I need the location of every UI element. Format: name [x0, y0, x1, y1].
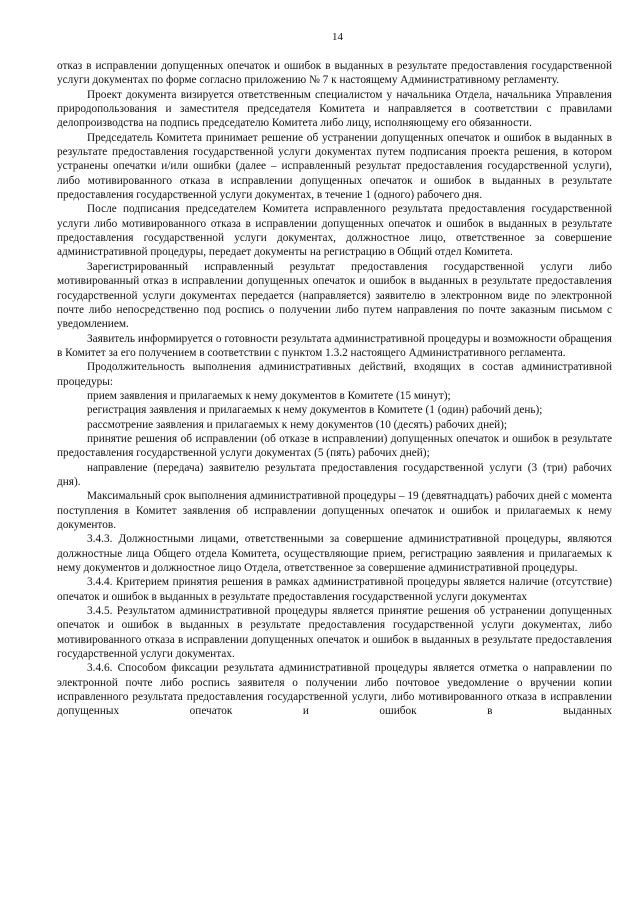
- paragraph-6: Заявитель информируется о готовности результата административной процедуры и возможности обращения в Комитет за его получением в соответствии с пунктом 1.3.2 настоящего Административного регламента.: [57, 332, 612, 359]
- list-item-2: регистрация заявления и прилагаемых к нему документов в Комитете (1 (один) рабочий день);: [87, 404, 543, 417]
- list-item-4: принятие решения об исправлении (об отказе в исправлении) допущенных опечаток и ошибок в результате предоставления государственной услуги документах (5 (пять) рабочих дней);: [57, 432, 612, 460]
- paragraph-3: Председатель Комитета принимает решение об устранении допущенных опечаток и ошибок в выданных в результате предоставления государственной услуги документах путем подписания проекта решения, в котором устранены опечатки и/или ошибки (далее – исправленный результат предоставления государственной услуги), либо мотивированного отказа в исправлении допущенных опечаток и ошибок в выданных в результате предоставления государственной услуги документах, в течение 1 (одного) рабочего дня.: [57, 131, 612, 202]
- paragraph-5: Зарегистрированный исправленный результат предоставления государственной услуги либо мотивированный отказ в исправлении допущенных опечаток и ошибок в выданных в результате предоставления государственной услуги документах передается (направляется) заявителю в электронном виде по электронной почте либо непосредственно под роспись о получении либо путем направления по почте заказным письмом с уведомлением.: [57, 260, 612, 331]
- paragraph-8: Максимальный срок выполнения административной процедуры – 19 (девятнадцать) рабочих дней с момента поступления в Комитет заявления об исправлении допущенных опечаток и ошибок и прилагаемых к нему документов.: [57, 490, 612, 531]
- section-3-4-3: 3.4.3. Должностными лицами, ответственными за совершение административной процедуры, являются должностные лица Общего отдела Комитета, осуществляющие прием, регистрацию заявления и прилагаемых к нему документов и должностное лицо Отдела, ответственное за совершение административной процедуры.: [57, 533, 612, 575]
- list-item-5: направление (передача) заявителю результата предоставления государственной услуги (3 (три) рабочих дня).: [57, 461, 612, 488]
- section-3-4-4: 3.4.4. Критерием принятия решения в рамках административной процедуры является наличие (отсутствие) опечаток и ошибок в выданных в результате предоставления государственной услуги документах: [57, 576, 612, 603]
- paragraph-4: После подписания председателем Комитета исправленного результата предоставления государственной услуги либо мотивированного отказа в исправлении допущенных опечаток и ошибок в выданных в результате предоставления государственной услуги документах, должностное лицо, ответственное за совершение административной процедуры, передает документы на регистрацию в Общий отдел Комитета.: [57, 203, 612, 259]
- paragraph-1: отказ в исправлении допущенных опечаток и ошибок в выданных в результате предоставления государственной услуги документах по форме согласно приложению № 7 к настоящему Административному регламенту.: [57, 60, 612, 87]
- section-3-4-5: 3.4.5. Результатом административной процедуры является принятие решения об устранении допущенных опечаток и ошибок в выданных в результате предоставления государственной услуги документах, либо мотивированного отказа в исправлении допущенных опечаток и ошибок в выданных в результате предоставления государственной услуги документах.: [57, 605, 612, 661]
- paragraph-7: Продолжительность выполнения административных действий, входящих в состав административной процедуры:: [57, 361, 612, 388]
- list-item-3: рассмотрение заявления и прилагаемых к нему документов (10 (десять) рабочих дней);: [87, 418, 508, 431]
- section-3-4-6: 3.4.6. Способом фиксации результата административной процедуры является отметка о направлении по электронной почте либо роспись заявителя о получении либо почтовое уведомление о вручении копии исправленного результата предоставления государственной услуги, либо мотивированного отказа в исправлении допущенных опечаток и ошибок в выданных: [57, 662, 612, 718]
- paragraph-2: Проект документа визируется ответственным специалистом у начальника Отдела, начальника Управления природопользования и заместителя председателя Комитета и направляется в соответствии с правилами делопроизводства на подпись председателю Комитета либо лицу, исполняющему его обязанности.: [57, 88, 612, 130]
- page-number: 14: [332, 31, 343, 43]
- list-item-1: прием заявления и прилагаемых к нему документов в Комитете (15 минут);: [87, 389, 451, 402]
